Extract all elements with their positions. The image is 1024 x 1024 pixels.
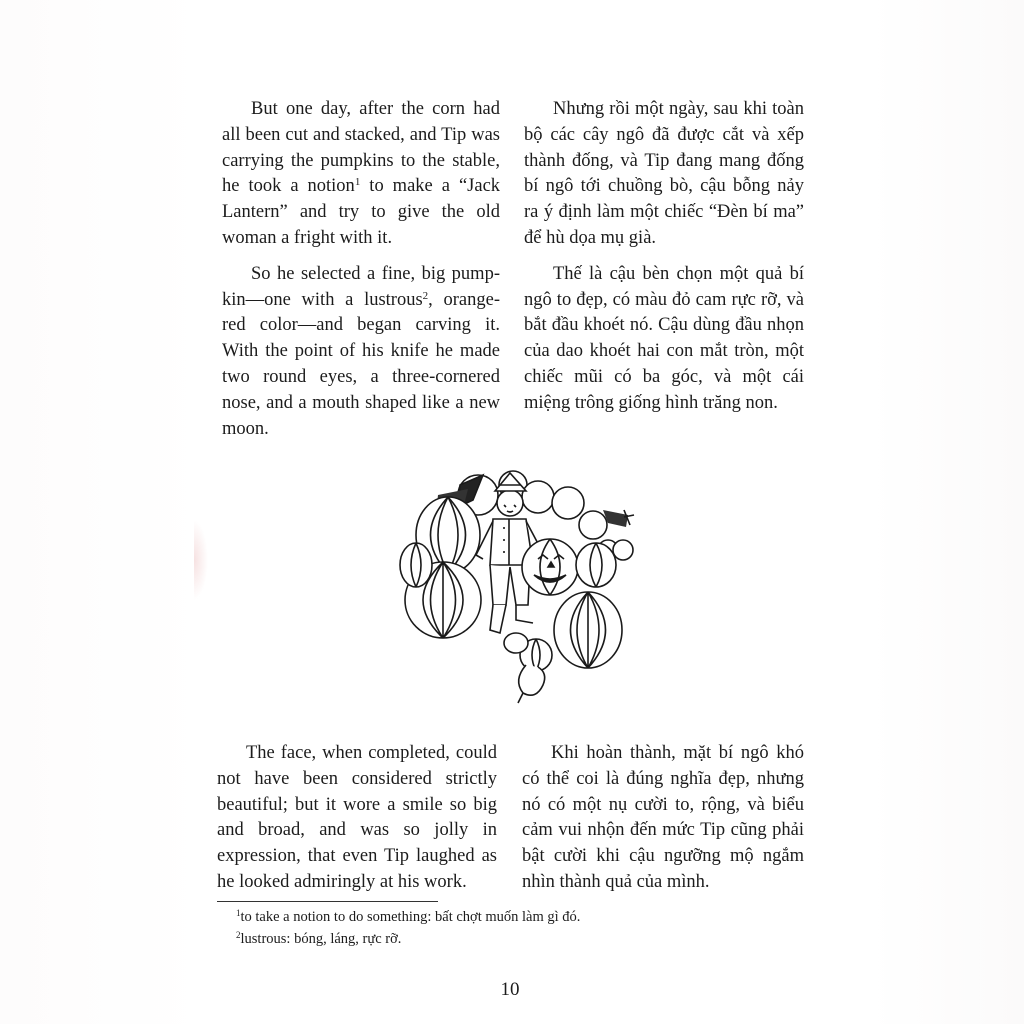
text-line: , orange- xyxy=(428,289,500,310)
vietnamese-paragraph-1 xyxy=(524,97,804,252)
page-number: 10 xyxy=(500,979,520,1000)
text-line: có thể coi là đúng nghĩa đẹp, nhưng xyxy=(522,768,804,789)
text-line: phải bật cười khi cậu ngưỡng mộ xyxy=(522,820,804,867)
text-line: new moon. xyxy=(222,392,501,439)
text-line: cảm vui nhộn đến mức Tip cũng xyxy=(522,820,767,841)
text-line: so big and broad, and was so jolly xyxy=(217,794,498,841)
vietnamese-paragraph-2 xyxy=(524,262,804,417)
english-column-top xyxy=(222,97,500,452)
english-paragraph-1 xyxy=(222,97,500,252)
text-line: The face, when completed, xyxy=(246,743,450,763)
english-column-bottom xyxy=(217,741,497,906)
text-line: mắt tròn, một chiếc mũi có ba góc, xyxy=(524,341,805,387)
footnote-text: to take a notion to do something: bất chợt muốn làm gì đó. xyxy=(240,909,581,925)
text-line: bí ngô to đẹp, có màu đỏ cam rực xyxy=(524,263,805,310)
text-line: red color—and began carving it. xyxy=(222,315,500,336)
text-line: But one day, after the corn had xyxy=(251,99,500,119)
text-line: With the point of his knife he made xyxy=(222,341,500,362)
text-line: strictly beautiful; but it wore a smile xyxy=(217,768,497,815)
text-line: was carrying the pumpkins to the xyxy=(222,124,500,171)
boy-with-pumpkins-illustration xyxy=(398,455,638,715)
text-line: nảy ra ý định làm một chiếc “Đèn bí xyxy=(524,176,804,223)
text-line: ma” để hù dọa mụ già. xyxy=(524,202,804,248)
text-line: đầu nhọn của dao khoét hai con xyxy=(524,315,805,362)
vietnamese-column-bottom xyxy=(522,741,804,906)
text-line: nose, and a mouth shaped like a xyxy=(222,392,464,413)
text-line: Khi hoàn thành, mặt bí ngô khó xyxy=(551,743,804,763)
vietnamese-paragraph-3 xyxy=(522,741,804,896)
footnote-divider xyxy=(217,901,438,902)
text-line: stable, he took a notion xyxy=(222,150,500,197)
text-line: rỡ, và bắt đầu khoét nó. Cậu dùng xyxy=(524,289,805,336)
text-line: a “Jack Lantern” and try to give the xyxy=(222,176,501,223)
text-line: in expression, that even Tip laughed xyxy=(217,820,498,867)
text-line: ngắm nhìn thành quả của mình. xyxy=(522,846,805,892)
footnote-ref-2: 2 xyxy=(422,289,429,302)
text-line: nó có một nụ cười to, rộng, và biểu xyxy=(522,794,804,815)
text-line: could not have been considered xyxy=(217,743,498,789)
text-line: và một cái miệng trông giống hình xyxy=(524,366,805,413)
text-line: kin—one with a lustrous xyxy=(222,289,423,310)
footnote-2 xyxy=(236,928,796,950)
english-paragraph-3 xyxy=(217,741,497,896)
footnote-ref-1: 1 xyxy=(354,176,361,189)
text-line: Thế là cậu bèn chọn một quả xyxy=(553,263,783,284)
text-line: So he selected a fine, big pump- xyxy=(251,263,500,284)
vietnamese-column-top xyxy=(524,97,804,427)
text-line: two round eyes, a three-cornered xyxy=(222,366,500,387)
footnote-text: lustrous: bóng, láng, rực rỡ. xyxy=(240,931,402,947)
english-paragraph-2 xyxy=(222,262,500,443)
footnote-1 xyxy=(236,906,796,928)
footnotes xyxy=(236,906,796,950)
text-line: toàn bộ các cây ngô đã được cắt và xyxy=(524,99,805,145)
text-line: xếp thành đống, và Tip đang mang xyxy=(524,124,805,171)
text-line: trăng non. xyxy=(702,392,778,413)
text-line: Nhưng rồi một ngày, sau khi xyxy=(553,99,767,119)
text-line: as he looked admiringly at his work. xyxy=(217,846,497,892)
page-edge-shadow xyxy=(194,520,208,600)
footnote-mark: 2 xyxy=(236,930,241,940)
text-line: all been cut and stacked, and Tip xyxy=(222,124,467,145)
text-line: đống bí ngô tới chuồng bò, cậu bỗng xyxy=(524,150,804,197)
text-line: to make xyxy=(360,176,433,197)
text-line: old woman a fright with it. xyxy=(222,202,501,248)
footnote-mark: 1 xyxy=(236,908,241,918)
